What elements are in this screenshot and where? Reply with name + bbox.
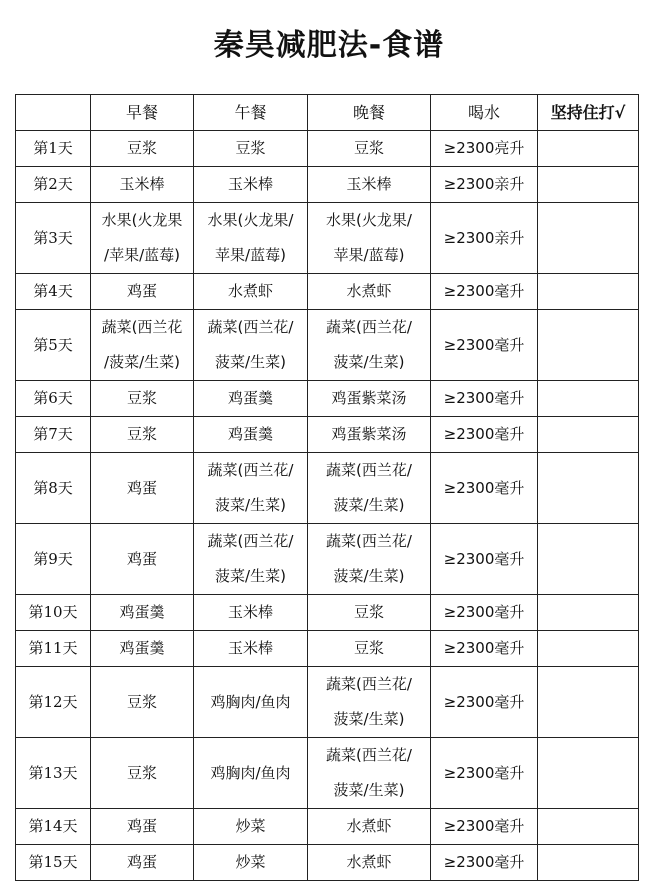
day-cell: 第3天: [16, 203, 91, 274]
checkin-cell[interactable]: [538, 310, 639, 381]
dinner-cell: 鸡蛋紫菜汤: [308, 381, 431, 417]
table-row: [16, 809, 639, 845]
day-cell: 第7天: [16, 417, 91, 453]
breakfast-cell: 鸡蛋: [91, 274, 194, 310]
lunch-cell: [194, 524, 308, 595]
dinner-cell: 水煮虾: [308, 845, 431, 881]
lunch-cell: 鸡蛋羹: [194, 381, 308, 417]
lunch-line: 蔬菜(西兰花/: [207, 461, 294, 479]
breakfast-line: 水果(火龙果: [101, 211, 183, 229]
dinner-cell: [308, 203, 431, 274]
table-header-row: [16, 95, 639, 131]
table-row: [16, 417, 639, 453]
table-row: [16, 167, 639, 203]
dinner-line: 苹果/蓝莓): [333, 246, 405, 264]
table-row: [16, 845, 639, 881]
water-cell: ≥2300毫升: [431, 524, 538, 595]
water-cell: ≥2300毫升: [431, 310, 538, 381]
breakfast-cell: 玉米棒: [91, 167, 194, 203]
table-row: [16, 667, 639, 738]
checkin-cell[interactable]: [538, 667, 639, 738]
lunch-cell: 玉米棒: [194, 631, 308, 667]
water-cell: ≥2300毫升: [431, 595, 538, 631]
breakfast-cell: 鸡蛋羹: [91, 595, 194, 631]
day-cell: 第1天: [16, 131, 91, 167]
checkin-cell[interactable]: [538, 631, 639, 667]
table-row: [16, 453, 639, 524]
water-cell: ≥2300毫升: [431, 809, 538, 845]
breakfast-cell: 豆浆: [91, 417, 194, 453]
checkin-cell[interactable]: [538, 167, 639, 203]
breakfast-line: 蔬菜(西兰花: [101, 318, 183, 336]
checkin-cell[interactable]: [538, 845, 639, 881]
lunch-cell: 鸡胸肉/鱼肉: [194, 738, 308, 809]
lunch-cell: 豆浆: [194, 131, 308, 167]
checkin-cell[interactable]: [538, 417, 639, 453]
dinner-line: 菠菜/生菜): [333, 710, 405, 728]
breakfast-cell: 豆浆: [91, 667, 194, 738]
breakfast-cell: 豆浆: [91, 381, 194, 417]
breakfast-line: /菠菜/生菜): [104, 353, 180, 371]
lunch-line: 蔬菜(西兰花/: [207, 318, 294, 336]
breakfast-cell: 豆浆: [91, 738, 194, 809]
day-cell: 第9天: [16, 524, 91, 595]
checkin-cell[interactable]: [538, 203, 639, 274]
breakfast-line: /苹果/蓝莓): [104, 246, 180, 264]
lunch-line: 菠菜/生菜): [215, 496, 286, 514]
water-cell: ≥2300亮升: [431, 131, 538, 167]
lunch-cell: 玉米棒: [194, 167, 308, 203]
lunch-line: 菠菜/生菜): [215, 567, 286, 585]
dinner-cell: [308, 310, 431, 381]
water-cell: ≥2300毫升: [431, 381, 538, 417]
dinner-cell: 水煮虾: [308, 809, 431, 845]
water-cell: ≥2300亲升: [431, 167, 538, 203]
checkin-cell[interactable]: [538, 381, 639, 417]
dinner-cell: [308, 453, 431, 524]
lunch-cell: [194, 453, 308, 524]
lunch-line: 水果(火龙果/: [207, 211, 294, 229]
day-cell: 第14天: [16, 809, 91, 845]
checkin-cell[interactable]: [538, 809, 639, 845]
lunch-cell: 玉米棒: [194, 595, 308, 631]
dinner-cell: 豆浆: [308, 631, 431, 667]
checkin-cell[interactable]: [538, 738, 639, 809]
dinner-cell: [308, 524, 431, 595]
water-cell: ≥2300毫升: [431, 845, 538, 881]
dinner-line: 蔬菜(西兰花/: [326, 318, 412, 336]
dinner-line: 菠菜/生菜): [333, 353, 405, 371]
lunch-line: 苹果/蓝莓): [215, 246, 286, 264]
header-cell-empty: [16, 95, 91, 131]
dinner-cell: [308, 738, 431, 809]
checkin-cell[interactable]: [538, 274, 639, 310]
breakfast-cell: 鸡蛋: [91, 524, 194, 595]
breakfast-cell: 鸡蛋: [91, 453, 194, 524]
day-cell: 第2天: [16, 167, 91, 203]
dinner-line: 蔬菜(西兰花/: [326, 675, 412, 693]
breakfast-cell: 鸡蛋羹: [91, 631, 194, 667]
lunch-cell: 鸡胸肉/鱼肉: [194, 667, 308, 738]
lunch-cell: [194, 203, 308, 274]
table-row: [16, 203, 639, 274]
breakfast-cell: [91, 310, 194, 381]
meal-plan-table: [15, 94, 639, 881]
lunch-cell: 炒菜: [194, 845, 308, 881]
dinner-line: 水果(火龙果/: [326, 211, 412, 229]
lunch-line: 菠菜/生菜): [215, 353, 286, 371]
day-cell: 第10天: [16, 595, 91, 631]
dinner-line: 菠菜/生菜): [333, 781, 405, 799]
table-row: [16, 274, 639, 310]
breakfast-cell: 鸡蛋: [91, 809, 194, 845]
table-row: [16, 738, 639, 809]
day-cell: 第8天: [16, 453, 91, 524]
water-cell: ≥2300毫升: [431, 274, 538, 310]
lunch-cell: 水煮虾: [194, 274, 308, 310]
dinner-cell: 豆浆: [308, 131, 431, 167]
day-cell: 第13天: [16, 738, 91, 809]
lunch-cell: 鸡蛋羹: [194, 417, 308, 453]
table-row: [16, 524, 639, 595]
dinner-cell: 鸡蛋紫菜汤: [308, 417, 431, 453]
table-row: [16, 310, 639, 381]
dinner-line: 蔬菜(西兰花/: [326, 461, 412, 479]
checkin-cell[interactable]: [538, 131, 639, 167]
dinner-cell: 玉米棒: [308, 167, 431, 203]
day-cell: 第6天: [16, 381, 91, 417]
water-cell: ≥2300毫升: [431, 738, 538, 809]
day-cell: 第15天: [16, 845, 91, 881]
dinner-cell: [308, 667, 431, 738]
table-row: [16, 381, 639, 417]
water-cell: ≥2300毫升: [431, 417, 538, 453]
water-cell: ≥2300毫升: [431, 453, 538, 524]
dinner-cell: 豆浆: [308, 595, 431, 631]
lunch-cell: [194, 310, 308, 381]
water-cell: ≥2300亲升: [431, 203, 538, 274]
dinner-line: 蔬菜(西兰花/: [326, 746, 412, 764]
page-title: 秦昊减肥法-食谱: [213, 28, 445, 63]
day-cell: 第5天: [16, 310, 91, 381]
table-body: [16, 131, 639, 881]
breakfast-cell: 豆浆: [91, 131, 194, 167]
header-breakfast: 早餐: [91, 95, 194, 131]
day-cell: 第11天: [16, 631, 91, 667]
dinner-line: 菠菜/生菜): [333, 567, 405, 585]
lunch-line: 蔬菜(西兰花/: [207, 532, 294, 550]
water-cell: ≥2300毫升: [431, 631, 538, 667]
dinner-cell: 水煮虾: [308, 274, 431, 310]
day-cell: 第12天: [16, 667, 91, 738]
checkin-cell[interactable]: [538, 524, 639, 595]
header-dinner: 晚餐: [308, 95, 431, 131]
water-cell: ≥2300毫升: [431, 667, 538, 738]
checkin-cell[interactable]: [538, 595, 639, 631]
checkin-cell[interactable]: [538, 453, 639, 524]
header-lunch: 午餐: [194, 95, 308, 131]
breakfast-cell: [91, 203, 194, 274]
table-row: [16, 631, 639, 667]
breakfast-cell: 鸡蛋: [91, 845, 194, 881]
day-cell: 第4天: [16, 274, 91, 310]
dinner-line: 菠菜/生菜): [333, 496, 405, 514]
header-checkin: 坚持住打√: [538, 95, 639, 131]
dinner-line: 蔬菜(西兰花/: [326, 532, 412, 550]
header-water: 喝水: [431, 95, 538, 131]
lunch-cell: 炒菜: [194, 809, 308, 845]
table-row: [16, 131, 639, 167]
table-row: [16, 595, 639, 631]
